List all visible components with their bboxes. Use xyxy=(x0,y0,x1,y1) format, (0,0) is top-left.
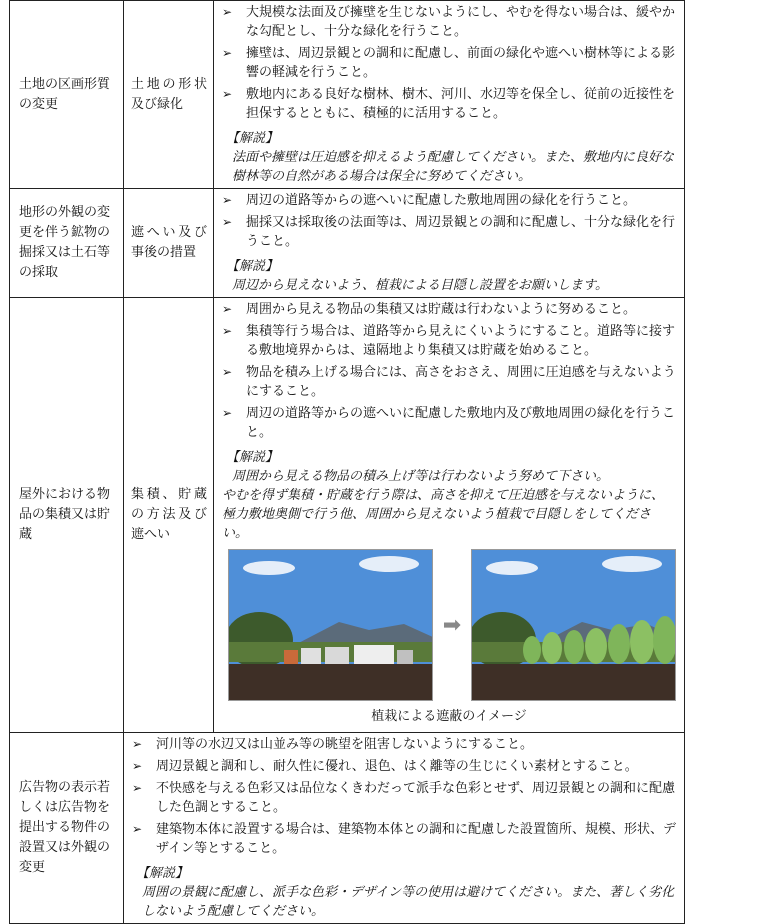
photo-caption: 植栽による遮蔽のイメージ xyxy=(371,709,527,724)
explanation-heading: 【解説】 xyxy=(226,131,279,146)
guideline-cell xyxy=(214,189,685,298)
guideline-cell xyxy=(214,298,685,733)
bullet-item: ➢ 擁壁は、周辺景観との調和に配慮し、前面の緑化や遮へい樹林等による影響の軽減を行うこと。 xyxy=(222,44,676,82)
explanation xyxy=(222,257,676,295)
explanation xyxy=(222,448,676,543)
guideline-table xyxy=(9,0,685,924)
bullet-item: ➢ 河川等の水辺又は山並み等の眺望を阻害しないようにすること。 xyxy=(132,735,676,754)
bullet-item: ➢ 周辺景観と調和し、耐久性に優れ、退色、はく離等の生じにくい素材とすること。 xyxy=(132,757,676,776)
explanation-heading: 【解説】 xyxy=(226,259,279,274)
table-row xyxy=(10,733,685,924)
explanation-text: 周囲から見える物品の積み上げ等は行わないよう努めて下さい。 xyxy=(232,469,610,484)
guideline-cell xyxy=(124,733,685,924)
before-photo xyxy=(228,549,433,701)
explanation-text: 法面や擁壁は圧迫感を抑えるよう配慮してください。また、敷地内に良好な樹林等の自然がある場合は保全に努めてください。 xyxy=(232,150,675,184)
table-row xyxy=(10,189,685,298)
bullet-item: ➢ 集積等行う場合は、道路等から見えにくいようにすること。道路等に接する敷地境界からは、遠隔地より集積又は貯蔵を始めること。 xyxy=(222,322,676,360)
explanation-text: やむを得ず集積・貯蔵を行う際は、高さを抑えて圧迫感を与えないように、極力敷地奥側で行う他、周囲から見えないよう植栽で目隠しをしてください。 xyxy=(222,488,665,541)
illustration-photos xyxy=(222,549,676,701)
bullet-item: ➢ 周辺の道路等からの遮へいに配慮した敷地内及び敷地周囲の緑化を行うこと。 xyxy=(222,404,676,442)
category-cell: 地形の外観の変更を伴う鉱物の掘採又は土石等の採取 xyxy=(10,189,124,298)
after-photo xyxy=(471,549,676,701)
explanation-text: 周囲の景観に配慮し、派手な色彩・デザイン等の使用は避けてください。また、著しく劣化しないよう配慮してください。 xyxy=(142,885,675,919)
arrow-right-icon: ➡ xyxy=(442,612,462,638)
explanation-heading: 【解説】 xyxy=(136,866,189,881)
category-cell: 広告物の表示若しくは広告物を提出する物件の設置又は外観の変更 xyxy=(10,733,124,924)
explanation-heading: 【解説】 xyxy=(226,450,279,465)
bullet-item: ➢ 掘採又は採取後の法面等は、周辺景観との調和に配慮し、十分な緑化を行うこと。 xyxy=(222,213,676,251)
bullet-item: ➢ 不快感を与える色彩又は品位なくきわだって派手な色彩とせず、周辺景観との調和に配慮した色調とすること。 xyxy=(132,779,676,817)
category-cell: 屋外における物品の集積又は貯蔵 xyxy=(10,298,124,733)
guideline-cell xyxy=(214,1,685,189)
bullet-item: ➢ 物品を積み上げる場合には、高さをおさえ、周囲に圧迫感を与えないようにすること。 xyxy=(222,363,676,401)
bullet-item: ➢ 建築物本体に設置する場合は、建築物本体との調和に配慮した設置箇所、規模、形状、デザイン等とすること。 xyxy=(132,820,676,858)
bullet-item: ➢ 周囲から見える物品の集積又は貯蔵は行わないように努めること。 xyxy=(222,300,676,319)
bullet-item: ➢ 周辺の道路等からの遮へいに配慮した敷地周囲の緑化を行うこと。 xyxy=(222,191,676,210)
subcategory-cell: 遮へい及び事後の措置 xyxy=(124,189,214,298)
category-cell: 土地の区画形質の変更 xyxy=(10,1,124,189)
explanation xyxy=(222,129,676,186)
explanation xyxy=(132,864,676,921)
table-row xyxy=(10,298,685,733)
bullet-item: ➢ 大規模な法面及び擁壁を生じないようにし、やむを得ない場合は、緩やかな勾配とし、十分な緑化を行うこと。 xyxy=(222,3,676,41)
bullet-item: ➢ 敷地内にある良好な樹林、樹木、河川、水辺等を保全し、従前の近接性を担保するとともに、積極的に活用すること。 xyxy=(222,85,676,123)
explanation-text: 周辺から見えないよう、植栽による目隠し設置をお願いします。 xyxy=(232,278,608,293)
table-row xyxy=(10,1,685,189)
subcategory-cell: 土地の形状及び緑化 xyxy=(124,1,214,189)
subcategory-cell: 集積、貯蔵の方法及び遮へい xyxy=(124,298,214,733)
